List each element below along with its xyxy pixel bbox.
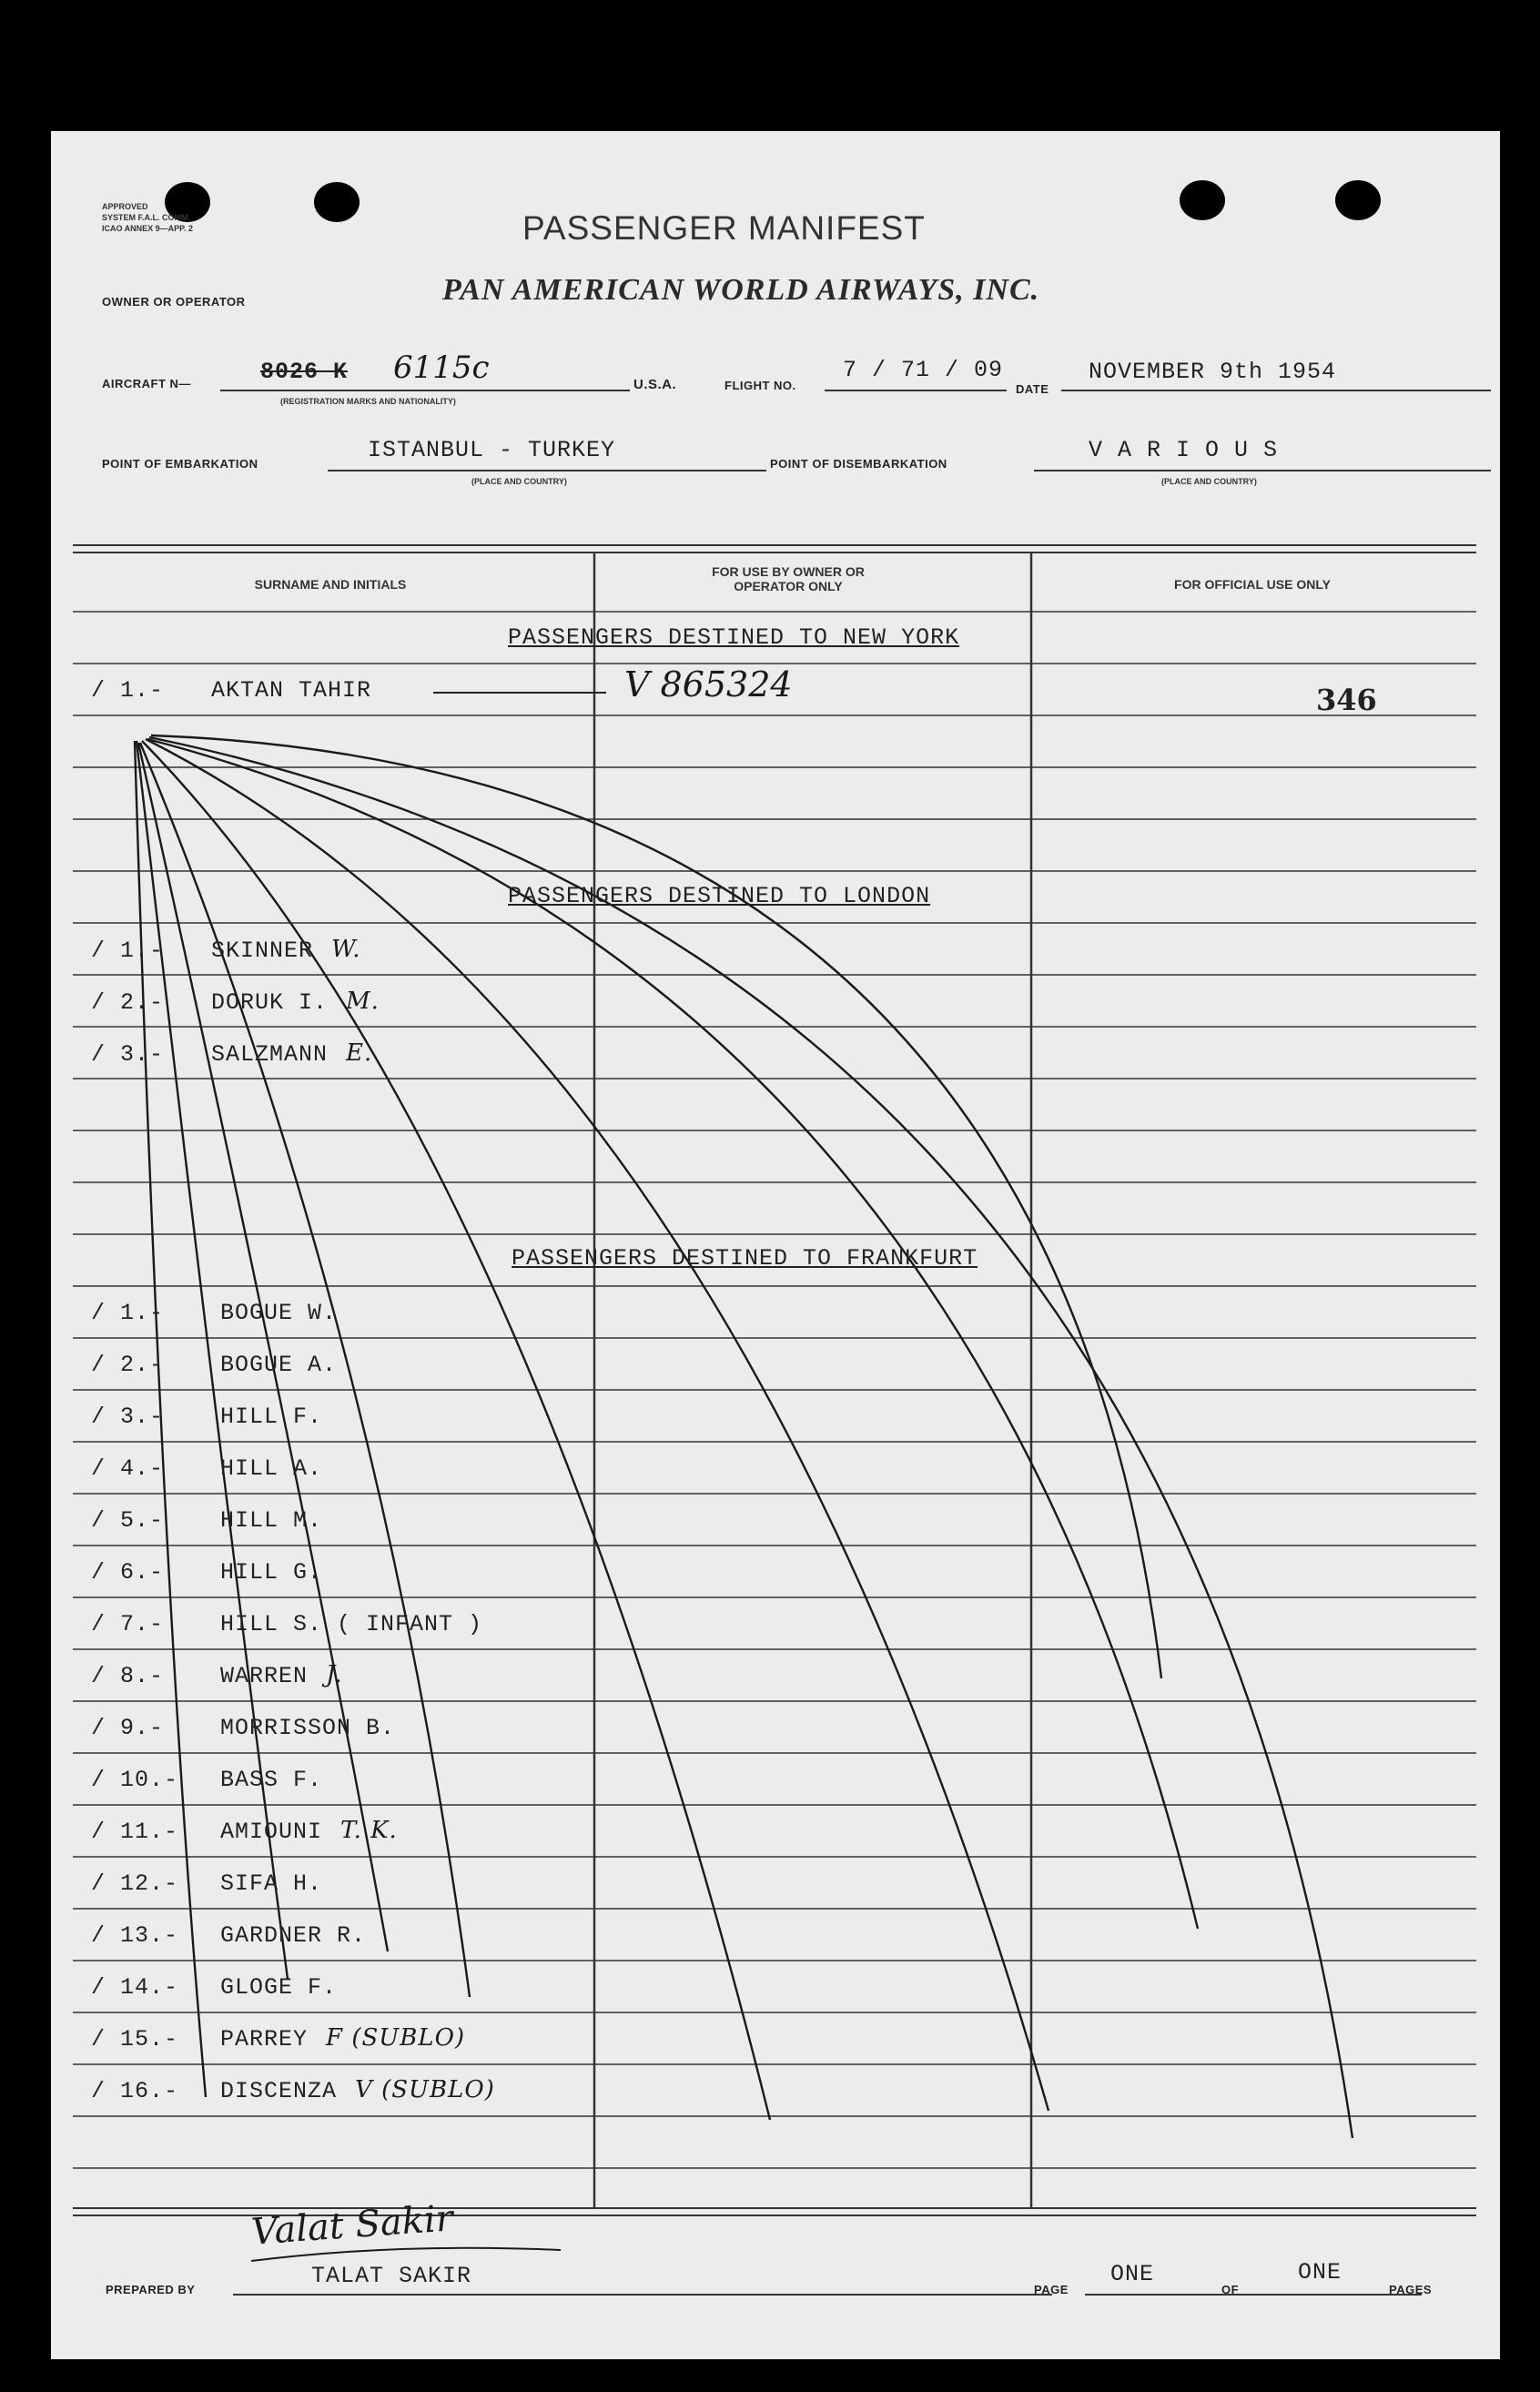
check-mark: / xyxy=(91,1870,121,1897)
passenger-row xyxy=(91,1972,355,2001)
passenger-row xyxy=(91,1505,340,1534)
passenger-row: / 1.- AKTAN TAHIR xyxy=(91,677,372,704)
passenger-row xyxy=(91,1454,340,1482)
page-underline xyxy=(1085,2294,1422,2296)
passenger-number: 4.- xyxy=(120,1455,165,1482)
check-mark: / xyxy=(91,1300,121,1326)
disembarkation-underline xyxy=(1034,470,1491,471)
check-mark: / xyxy=(91,1352,121,1378)
passenger-row xyxy=(91,1039,372,1068)
passenger-number: 8.- xyxy=(120,1663,165,1689)
passenger-name: BOGUE W. xyxy=(220,1300,338,1326)
date-underline xyxy=(1061,390,1491,391)
approval-line-1: APPROVED xyxy=(102,202,148,211)
check-mark: / xyxy=(91,2026,121,2052)
date-value: NOVEMBER 9th 1954 xyxy=(1089,359,1337,385)
passenger-handwritten-initial: W. xyxy=(331,936,361,963)
passenger-number: 1.- xyxy=(120,677,165,704)
passenger-row xyxy=(91,1609,501,1637)
passenger-row xyxy=(91,936,361,964)
passenger-number: 1.- xyxy=(120,1300,165,1326)
passenger-number: 2.- xyxy=(120,1352,165,1378)
ditto-stroke xyxy=(151,735,1161,1678)
prepared-by-label: PREPARED BY xyxy=(106,2283,196,2296)
check-mark: / xyxy=(91,1611,121,1637)
check-mark: / xyxy=(91,1715,121,1741)
page-label: PAGE xyxy=(1034,2283,1069,2296)
page-number: ONE xyxy=(1110,2261,1155,2287)
passenger-number: 15.- xyxy=(120,2026,179,2052)
passenger-handwritten-initial: E. xyxy=(346,1039,373,1067)
passenger-name: GLOGE F. xyxy=(220,1974,338,2001)
passenger-handwritten-initial: F (SUBLO) xyxy=(326,2024,466,2052)
check-mark: / xyxy=(91,1404,121,1430)
passenger-name: GARDNER R. xyxy=(220,1922,367,1949)
dash-stroke xyxy=(433,692,606,694)
embarkation-sublabel: (PLACE AND COUNTRY) xyxy=(471,477,567,486)
check-mark: / xyxy=(91,1974,121,2001)
check-mark: / xyxy=(91,1922,121,1949)
passenger-number: 3.- xyxy=(120,1041,165,1068)
passenger-name: PARREY xyxy=(220,2026,309,2052)
passenger-name: AMIOUNI xyxy=(220,1819,323,1845)
check-mark: / xyxy=(91,2078,121,2104)
passenger-row xyxy=(91,1557,340,1586)
passenger-name: HILL F. xyxy=(220,1404,323,1430)
passenger-number: 2.- xyxy=(120,989,165,1016)
disembarkation-label: POINT OF DISEMBARKATION xyxy=(770,457,947,471)
passenger-name: MORRISSON B. xyxy=(220,1715,396,1741)
passenger-number: 14.- xyxy=(120,1974,179,2001)
column-owner-use-header: FOR USE BY OWNER OR OPERATOR ONLY xyxy=(712,564,865,593)
flight-number: 7 / 71 / 09 xyxy=(843,357,1004,383)
official-number: 346 xyxy=(1316,683,1377,717)
check-mark: / xyxy=(91,989,121,1016)
passenger-name: BOGUE A. xyxy=(220,1352,338,1378)
passenger-number: 12.- xyxy=(120,1870,179,1897)
passenger-name: HILL G. xyxy=(220,1559,323,1586)
embarkation-value: ISTANBUL - TURKEY xyxy=(368,437,616,463)
prepared-by-underline xyxy=(233,2294,1052,2296)
aircraft-handwritten: 6115c xyxy=(393,350,490,386)
passenger-number: 13.- xyxy=(120,1922,179,1949)
check-mark: / xyxy=(91,1767,121,1793)
of-label: OF xyxy=(1221,2283,1240,2296)
section-heading-frankfurt: PASSENGERS DESTINED TO FRANKFURT xyxy=(512,1245,978,1272)
column-official-header: FOR OFFICIAL USE ONLY xyxy=(1174,577,1331,592)
punch-hole xyxy=(314,182,360,222)
column-surname-header: SURNAME AND INITIALS xyxy=(254,577,407,592)
pages-label: PAGES xyxy=(1389,2283,1433,2296)
passenger-row xyxy=(91,1713,413,1741)
passenger-number: 10.- xyxy=(120,1767,179,1793)
passenger-number: 3.- xyxy=(120,1404,165,1430)
embarkation-underline xyxy=(328,470,766,471)
check-mark: / xyxy=(91,938,121,964)
passenger-row xyxy=(91,2024,465,2052)
passenger-row xyxy=(91,1765,340,1793)
passenger-number: 5.- xyxy=(120,1507,165,1534)
page-total: ONE xyxy=(1298,2259,1342,2286)
punch-hole xyxy=(1335,180,1381,220)
signature: Valat Sakir xyxy=(249,2197,455,2254)
passenger-row xyxy=(91,1817,398,1845)
page-title: PASSENGER MANIFEST xyxy=(522,209,926,247)
punch-hole xyxy=(1180,180,1225,220)
passenger-handwritten-initial: T. K. xyxy=(340,1817,398,1844)
passenger-handwritten-initial: V (SUBLO) xyxy=(355,2076,495,2103)
passenger-name: HILL S. ( INFANT ) xyxy=(220,1611,483,1637)
visa-number: V 865324 xyxy=(624,664,793,704)
owner-label: OWNER OR OPERATOR xyxy=(102,295,246,309)
passenger-name: SALZMANN xyxy=(211,1041,329,1068)
check-mark: / xyxy=(91,1041,121,1068)
section-heading-london: PASSENGERS DESTINED TO LONDON xyxy=(508,883,931,909)
passenger-row xyxy=(91,1869,340,1897)
passenger-name: WARREN xyxy=(220,1663,309,1689)
passenger-name: SKINNER xyxy=(211,938,314,964)
check-mark: / xyxy=(91,1819,121,1845)
manifest-sheet xyxy=(51,131,1500,2359)
aircraft-struck: 8026 K xyxy=(260,359,349,385)
airline-name: PAN AMERICAN WORLD AIRWAYS, INC. xyxy=(442,273,1040,307)
date-label: DATE xyxy=(1016,382,1049,396)
passenger-number: 6.- xyxy=(120,1559,165,1586)
passenger-row xyxy=(91,1298,355,1326)
passenger-handwritten-initial: J. xyxy=(326,1661,343,1688)
passenger-row xyxy=(91,1921,384,1949)
embarkation-label: POINT OF EMBARKATION xyxy=(102,457,258,471)
ditto-stroke xyxy=(147,739,1198,1929)
approval-line-3: ICAO ANNEX 9—APP. 2 xyxy=(102,224,194,233)
check-mark: / xyxy=(91,1559,121,1586)
passenger-name: DORUK I. xyxy=(211,989,329,1016)
prepared-by-name: TALAT SAKIR xyxy=(311,2263,472,2289)
country-label: U.S.A. xyxy=(633,377,677,392)
aircraft-underline xyxy=(220,390,630,391)
check-mark: / xyxy=(91,1507,121,1534)
passenger-row xyxy=(91,1661,343,1689)
passenger-name: BASS F. xyxy=(220,1767,323,1793)
passenger-name: AKTAN TAHIR xyxy=(211,677,372,704)
check-mark: / xyxy=(91,1663,121,1689)
passenger-number: 9.- xyxy=(120,1715,165,1741)
aircraft-label: AIRCRAFT N— xyxy=(102,377,191,390)
passenger-number: 11.- xyxy=(120,1819,179,1845)
passenger-row xyxy=(91,2076,495,2104)
passenger-number: 7.- xyxy=(120,1611,165,1637)
flight-underline xyxy=(825,390,1007,391)
passenger-name: HILL A. xyxy=(220,1455,323,1482)
passenger-row xyxy=(91,1402,340,1430)
passenger-name: SIFA H. xyxy=(220,1870,323,1897)
passenger-row xyxy=(91,1350,355,1378)
passenger-handwritten-initial: M. xyxy=(346,988,380,1015)
passenger-number: 16.- xyxy=(120,2078,179,2104)
check-mark: / xyxy=(91,1455,121,1482)
section-heading-new-york: PASSENGERS DESTINED TO NEW YORK xyxy=(508,624,960,651)
disembarkation-value: V A R I O U S xyxy=(1089,437,1279,463)
passenger-name: DISCENZA xyxy=(220,2078,338,2104)
passenger-row xyxy=(91,988,380,1016)
aircraft-sublabel: (REGISTRATION MARKS AND NATIONALITY) xyxy=(280,397,456,406)
approval-line-2: SYSTEM F.A.L. COMM. xyxy=(102,213,191,222)
flight-label: FLIGHT NO. xyxy=(724,379,796,392)
passenger-number: 1.- xyxy=(120,938,165,964)
disembarkation-sublabel: (PLACE AND COUNTRY) xyxy=(1161,477,1257,486)
passenger-name: HILL M. xyxy=(220,1507,323,1534)
